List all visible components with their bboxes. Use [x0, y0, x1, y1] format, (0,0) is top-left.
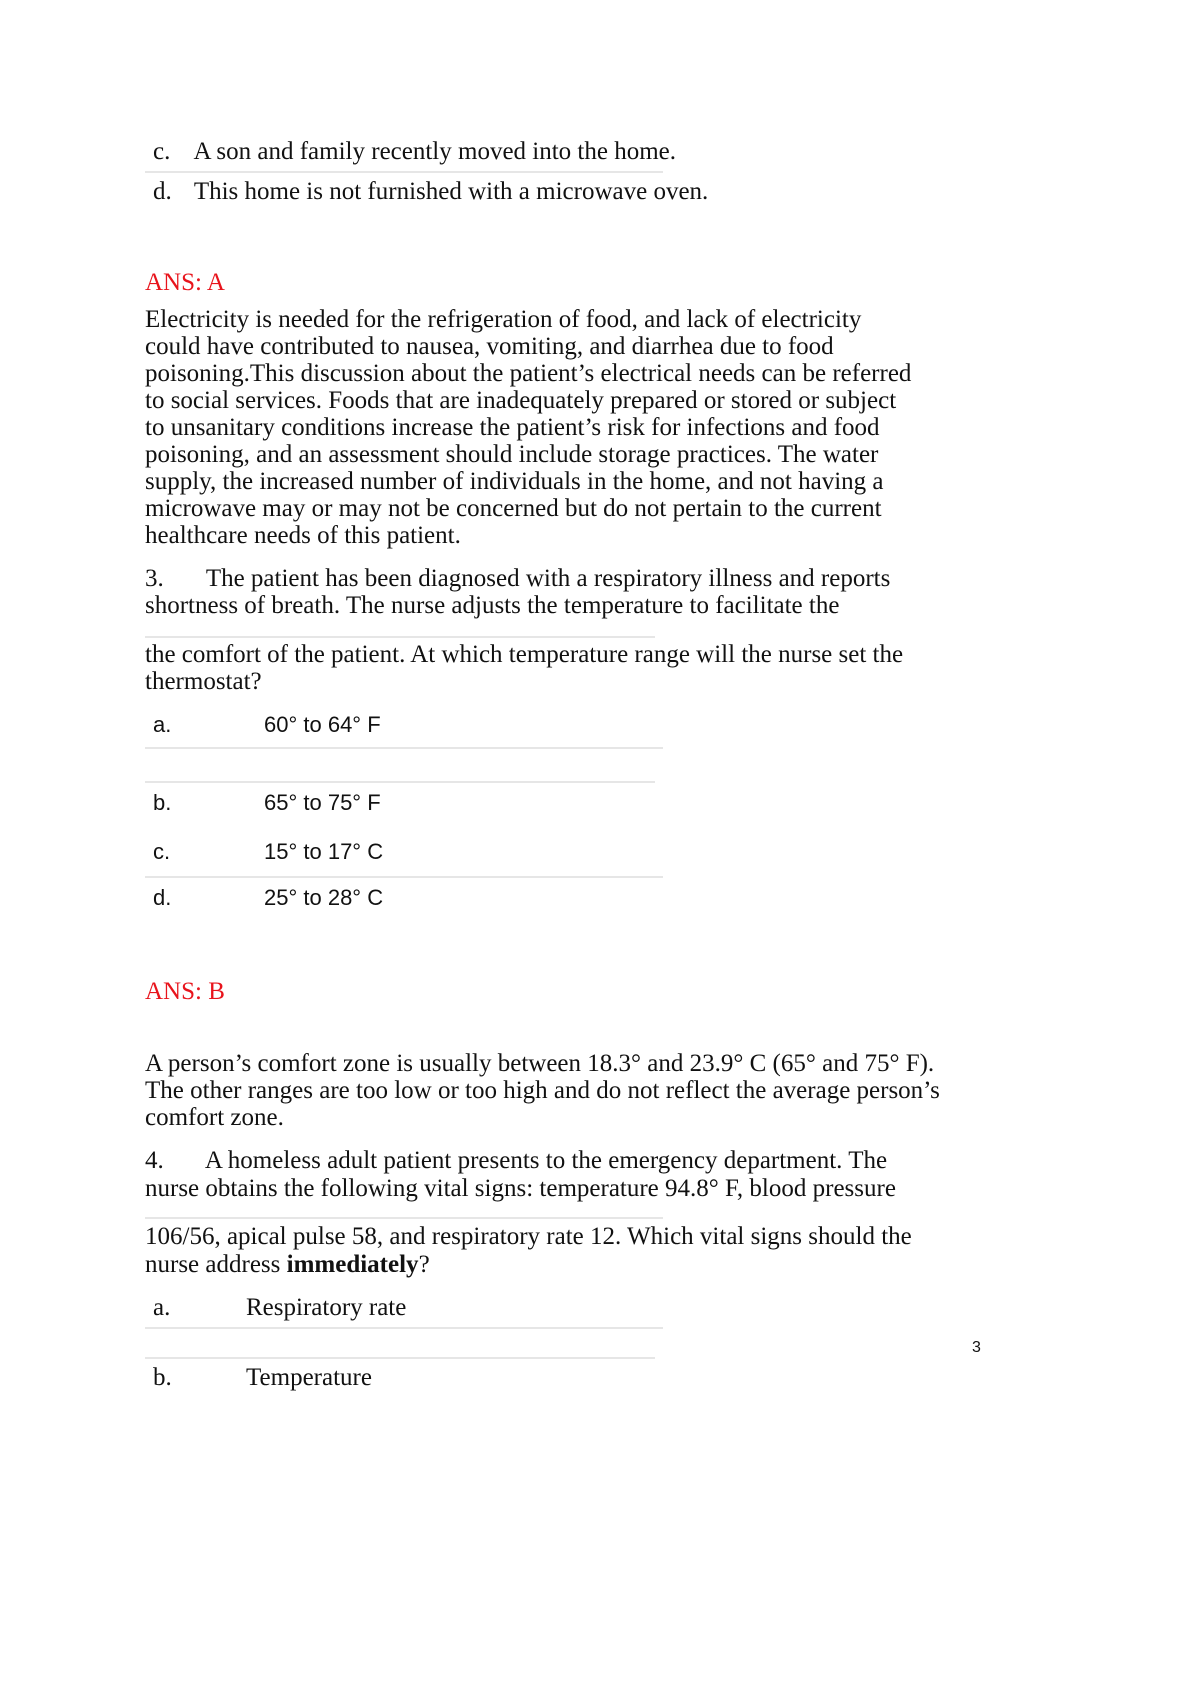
q3-stem-line3: the comfort of the patient. At which temperature range will the nurse set the: [145, 641, 904, 668]
q2-option-d-text: This home is not furnished with a microwave oven.: [193, 178, 709, 205]
q3-option-b-text: 65° to 75° F: [264, 790, 381, 815]
q4-stem-line1: [145, 1146, 887, 1175]
q4-stem-line2: nurse obtains the following vital signs: temperature 94.8° F, blood pressure: [145, 1175, 896, 1202]
divider: [145, 1217, 663, 1219]
divider: [145, 1357, 655, 1359]
q3-answer: ANS: B: [145, 978, 225, 1005]
rationale-line: supply, the increased number of individuals in the home, and not having a: [145, 468, 884, 495]
rationale-line: healthcare needs of this patient.: [145, 522, 461, 549]
q4-stem-emphasis: immediately: [286, 1251, 419, 1278]
rationale-line: poisoning.This discussion about the patient’s electrical needs can be referred: [145, 360, 912, 387]
q2-option-c-letter: c.: [153, 138, 171, 165]
q4-stem-line4: [145, 1250, 430, 1279]
rationale-line: Electricity is needed for the refrigeration of food, and lack of electricity: [145, 306, 862, 333]
rationale-line: microwave may or may not be concerned but do not pertain to the current: [145, 495, 882, 522]
q3-stem-line1: [145, 564, 890, 593]
q2-answer: ANS: A: [145, 269, 225, 296]
q2-option-d-letter: d.: [153, 178, 172, 205]
q3-stem-line4: thermostat?: [145, 668, 262, 695]
q3-option-a-text: 60° to 64° F: [264, 712, 381, 737]
q4-option-a-text: Respiratory rate: [246, 1294, 407, 1321]
q4-number: 4.: [145, 1147, 164, 1174]
rationale-line: The other ranges are too low or too high and do not reflect the average person’s: [145, 1077, 940, 1104]
rationale-line: to social services. Foods that are inadequately prepared or stored or subject: [145, 387, 897, 414]
q4-option-a-letter: a.: [153, 1294, 171, 1321]
q4-stem-post: ?: [418, 1251, 430, 1278]
q4-stem-line3: 106/56, apical pulse 58, and respiratory rate 12. Which vital signs should the: [145, 1223, 912, 1250]
q3-option-c-text: 15° to 17° C: [264, 839, 384, 864]
rationale-line: to unsanitary conditions increase the patient’s risk for infections and food: [145, 414, 880, 441]
q3-option-a-letter: a.: [153, 712, 172, 737]
divider: [145, 781, 655, 783]
q3-option-c-letter: c.: [153, 839, 171, 864]
q3-stem-text: The patient has been diagnosed with a respiratory illness and reports: [205, 565, 891, 592]
divider: [145, 1327, 663, 1329]
q2-option-c-text: A son and family recently moved into the home.: [193, 138, 677, 165]
q3-number: 3.: [145, 565, 164, 592]
rationale-line: comfort zone.: [145, 1104, 284, 1131]
q3-rationale: [145, 1049, 1105, 1132]
rationale-line: poisoning, and an assessment should include storage practices. The water: [145, 441, 879, 468]
rationale-line: A person’s comfort zone is usually between 18.3° and 23.9° C (65° and 75° F).: [145, 1050, 935, 1077]
divider: [145, 171, 663, 173]
divider: [145, 876, 663, 878]
q4-option-b-letter: b.: [153, 1364, 172, 1391]
q2-option-c: [153, 137, 676, 166]
q3-option-d-text: 25° to 28° C: [264, 885, 384, 910]
q3-option-d-letter: d.: [153, 885, 172, 910]
rationale-line: could have contributed to nausea, vomiting, and diarrhea due to food: [145, 333, 834, 360]
q3-stem-line2: shortness of breath. The nurse adjusts the temperature to facilitate the: [145, 592, 840, 619]
q4-stem-pre: nurse address: [145, 1251, 287, 1278]
divider: [145, 636, 655, 638]
q3-option-b-letter: b.: [153, 790, 172, 815]
q2-option-d: [153, 177, 708, 206]
q2-rationale: [145, 305, 1045, 550]
q4-option-b-text: Temperature: [246, 1364, 372, 1391]
page-number: 3: [972, 1339, 981, 1356]
q4-stem-text: A homeless adult patient presents to the emergency department. The: [204, 1147, 888, 1174]
divider: [145, 747, 663, 749]
